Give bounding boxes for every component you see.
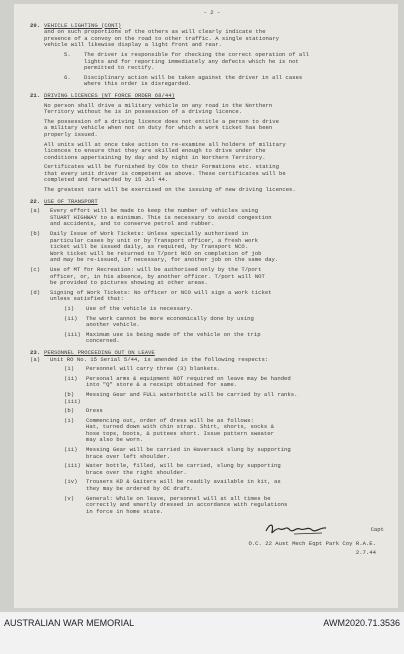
paragraph-line: licences to ensure that they are skilled enough to drive under the: [44, 147, 266, 155]
item-line: Personal arms & equipment NOT required on leave may be handed: [86, 374, 291, 382]
section-number: 21.: [30, 91, 41, 99]
paragraph-line: All units will at once take action to re-examine all holders of military: [44, 140, 286, 148]
section-title: DRIVING LICENCES (NT FORCE ORDER 68/44): [44, 91, 175, 99]
list-item: [30, 52, 394, 72]
list-item: [30, 376, 394, 389]
item-label: (ii): [64, 314, 78, 322]
list-item: [30, 267, 394, 287]
list-item: [30, 231, 394, 264]
list-item: [30, 408, 394, 415]
section-line: and on such proportions of the others as will clearly indicate the: [44, 28, 266, 36]
paragraph-line: a military vehicle when not on duty for which a work ticket has been: [44, 124, 273, 132]
item-line: The driver is responsible for checking the correct operation of all: [84, 50, 309, 58]
item-body: [86, 447, 394, 460]
section-head: [30, 23, 394, 49]
section-23: [30, 350, 394, 515]
item-label: (iii): [64, 330, 81, 338]
document-page: [14, 4, 398, 608]
item-line: Personnel will carry three (3) blankets.: [86, 365, 221, 373]
section-number: 23.: [30, 348, 41, 356]
item-body: [86, 366, 394, 373]
item-line: General: While on leave, personnel will at all times be: [86, 494, 271, 502]
item-body: [86, 408, 394, 415]
list-item: [30, 447, 394, 460]
item-body: [86, 463, 394, 476]
item-line: they may be ordered by OC draft.: [86, 485, 194, 493]
item-line: lights and for reporting immediately any defects which he is not: [84, 57, 299, 65]
item-label: (v): [64, 494, 75, 502]
item-line: and may be re-issued, if necessary, for another job on the same day.: [50, 256, 279, 264]
section-title: USE OF TRANSPORT: [44, 197, 98, 205]
item-line: Trousers KD & Gaiters will be readily available in kit, as: [86, 478, 281, 486]
item-line: permitted to rectify.: [84, 64, 155, 72]
paragraph-line: The greatest care will be exercised on the issuing of new driving licences.: [44, 186, 296, 194]
section-22: [30, 199, 394, 345]
item-label: 5.: [64, 50, 71, 58]
list-item: [30, 75, 394, 88]
list-item: [30, 479, 394, 492]
item-line: concerned.: [86, 337, 120, 345]
item-line: in force in home state.: [86, 507, 164, 515]
list-item: [30, 290, 394, 303]
paragraph-line: Certificates will be furnished by COs to their Formations etc. stating: [44, 163, 279, 171]
item-body: [86, 392, 394, 405]
item-body: [50, 208, 394, 228]
section-title: PERSONNEL PROCEEDING OUT ON LEAVE: [44, 348, 155, 356]
item-line: Water bottle, filled, will be carried, slung by supporting: [86, 462, 281, 470]
item-label: (a): [30, 207, 41, 215]
item-line: Disciplinary action will be taken against the driver in all cases: [84, 73, 303, 81]
item-label: (d): [30, 288, 41, 296]
section-title: VEHICLE LIGHTING (CONT): [44, 21, 122, 29]
section-number: 22.: [30, 197, 41, 205]
item-line: Hat, turned down with chin strap. Shirt, shorts, socks &: [86, 423, 274, 431]
item-line: Unit RO No. 15 Serial 5/44, is amended in the following respects:: [50, 355, 269, 363]
item-line: officer, or, in his absence, by another officer. T/port will NOT: [50, 272, 265, 280]
section-21: [30, 93, 394, 194]
item-body: [86, 306, 394, 313]
item-line: Dress: [86, 407, 103, 415]
page-number: - 2 -: [203, 9, 221, 16]
item-line: Maximum use is being made of the vehicle on the trip: [86, 330, 261, 338]
item-label: (i): [64, 416, 75, 424]
item-label: (c): [30, 266, 41, 273]
item-label: 6.: [64, 73, 71, 81]
item-body: [84, 52, 394, 72]
paragraph-line: properly issued.: [44, 130, 98, 138]
list-item: [30, 208, 394, 228]
item-label: (b) (iii): [64, 390, 81, 405]
item-body: [86, 376, 394, 389]
list-item: [30, 392, 394, 405]
item-body: [86, 332, 394, 345]
item-line: brace over left shoulder.: [86, 452, 170, 460]
paragraph-line: The possession of a driving licence does not entitle a person to drive: [44, 117, 279, 125]
item-label: (i): [64, 365, 75, 373]
list-item: [30, 418, 394, 444]
item-label: (a): [30, 355, 41, 363]
item-line: unless satisfied that:: [50, 295, 124, 303]
section-head: [30, 199, 394, 206]
item-line: correctly and smartly dressed in accordance with regulations: [86, 501, 288, 509]
item-body: [50, 357, 394, 364]
footer-credit: AUSTRALIAN WAR MEMORIAL: [4, 618, 135, 628]
item-line: hose tops, boots, & puttees short. Issue pattern sweater: [86, 429, 274, 437]
item-line: Use of the vehicle is necessary.: [86, 304, 194, 312]
item-body: [50, 231, 394, 264]
section-number: 20.: [30, 21, 41, 29]
paragraph-line: completed and forwarded by 15 Jul 44.: [44, 176, 169, 184]
item-body: [50, 267, 394, 287]
paragraph: [30, 187, 394, 194]
signature-block: [30, 521, 394, 539]
item-line: may also be worn.: [86, 436, 144, 444]
handwritten-signature: [264, 521, 334, 537]
paragraph-line: that every unit driver is competent as above. These certificates will be: [44, 169, 286, 177]
item-line: The work cannot be more economically done by using: [86, 314, 254, 322]
item-label: (iii): [64, 462, 81, 470]
item-line: into "Q" store & a receipt obtained for same.: [86, 381, 238, 389]
item-body: [86, 418, 394, 444]
signature-unit: O.C. 22 Aust Mech Eqpt Park Coy R.A.E.: [248, 540, 376, 548]
item-line: STUART HIGHWAY to a minimum. This is necessary to avoid congestion: [50, 213, 272, 221]
list-item: [30, 332, 394, 345]
paragraph: [30, 164, 394, 184]
item-label: (b): [64, 407, 75, 415]
paragraph: [30, 119, 394, 139]
paragraph-line: Territory without he is in possession of a driving licence.: [44, 108, 243, 116]
footer-accession: AWM2020.71.3536: [323, 618, 400, 628]
list-item: [30, 496, 394, 516]
item-line: particular cases by unit or by Transport officer, a fresh work: [50, 236, 259, 244]
item-label: (i): [64, 304, 75, 312]
signature-tail: 2.7.44: [355, 549, 376, 556]
signature-rank: Capt: [370, 526, 384, 534]
section-20: [30, 23, 394, 88]
item-line: Commencing out, order of dress will be as follows:: [86, 416, 254, 424]
item-line: Messing Gear will be carried in Haversack slung by supporting: [86, 446, 291, 454]
paragraph: [30, 103, 394, 116]
item-body: [86, 496, 394, 516]
item-line: Daily Issue of Work Tickets: Unless specially authorised in: [50, 230, 249, 238]
section-body: [44, 23, 394, 49]
item-label: (ii): [64, 446, 78, 454]
item-line: another vehicle.: [86, 321, 140, 329]
item-line: where this order is disregarded.: [84, 80, 192, 88]
item-body: [84, 75, 394, 88]
paragraph-line: conditions appertaining by day and by night in Northern Territory.: [44, 153, 266, 161]
item-body: [50, 290, 394, 303]
item-line: and accidents, and to conserve petrol and rubber.: [50, 220, 215, 228]
item-line: Use of MT for Recreation: will be authorised only by the T/port: [50, 266, 262, 273]
list-item: [30, 463, 394, 476]
list-item: [30, 357, 394, 364]
item-line: be provided to pictures showing at other areas.: [50, 279, 208, 287]
item-label: (b): [30, 230, 41, 238]
paragraph: [30, 142, 394, 162]
item-line: Work ticket will be returned to T/port NCO on completion of job: [50, 249, 262, 257]
item-line: brace over the right shoulder.: [86, 468, 187, 476]
document-text: [30, 10, 394, 557]
section-line: presence of a convoy on the road to other traffic. A single stationary: [44, 34, 279, 42]
item-line: Messing Gear and FULL waterbottle will be carried by all ranks.: [86, 390, 298, 398]
section-line: vehicle will likewise display a light front and rear.: [44, 41, 222, 49]
item-line: ticket will be issued daily, as required, by Transport NCO.: [50, 243, 249, 251]
item-line: Signing of Work Tickets: No officer or NCO will sign a work ticket: [50, 288, 272, 296]
item-label: (ii): [64, 374, 78, 382]
list-item: [30, 306, 394, 313]
section-head: [30, 93, 394, 100]
list-item: [30, 316, 394, 329]
paragraph-line: No person shall drive a military vehicle on any road in the Northern: [44, 101, 273, 109]
item-label: (iv): [64, 478, 78, 486]
item-body: [86, 479, 394, 492]
footer-bar: [0, 611, 404, 654]
item-line: Every effort will be made to keep the number of vehicles using: [50, 207, 259, 215]
item-body: [86, 316, 394, 329]
list-item: [30, 366, 394, 373]
